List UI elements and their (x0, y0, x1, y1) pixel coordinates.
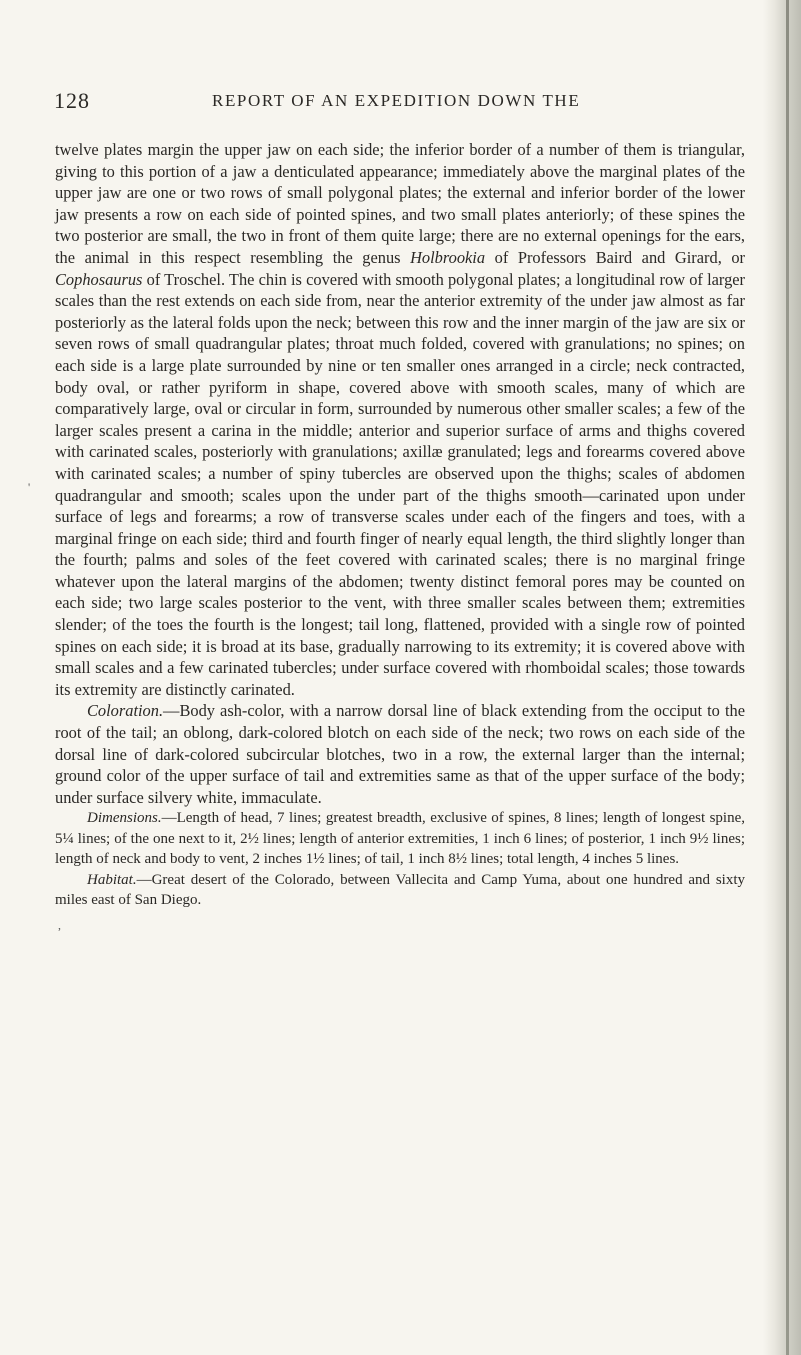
coloration-paragraph (55, 700, 745, 808)
habitat-heading: Habitat. (87, 871, 137, 888)
habitat-paragraph (55, 870, 745, 911)
running-head (54, 88, 754, 118)
genus-cophosaurus: Cophosaurus (55, 269, 143, 289)
margin-mark: , (58, 918, 61, 932)
description-text-part-1: twelve plates margin the upper jaw on each side; the inferior border of a number of them is triangular, giving to this portion of a jaw a denticulated appearance; immediately above the marginal plates of the upper jaw are one or two rows of small polygonal plates; the external and inferior border of the lower jaw presents a row on each side of pointed spines, and two small plates anteriorly; of these spines the two posterior are small, the two in front of them quite large; there are no external openings for the ears, the animal in this respect resembling the genus (55, 140, 745, 267)
running-title: REPORT OF AN EXPEDITION DOWN THE (212, 91, 581, 110)
binding-shadow-line (786, 0, 789, 1355)
dimensions-paragraph (55, 808, 745, 870)
dimensions-heading: Dimensions. (87, 810, 162, 827)
margin-mark: ' (28, 480, 31, 494)
page-number: 128 (54, 88, 90, 113)
description-paragraph (55, 139, 745, 700)
dimensions-text: —Length of head, 7 lines; greatest breadth, exclusive of spines, 8 lines; length of longest spine, 5¼ lines; of the one next to it, 2½ lines; length of anterior extremities, 1 inch 6 lines; of posterior, 1 inch 9½ lines; length of neck and body to vent, 2 inches 1½ lines; of tail, 1 inch 8½ lines; total length, 4 inches 5 lines. (55, 810, 745, 868)
habitat-text: —Great desert of the Colorado, between Vallecita and Camp Yuma, about one hundred and sixty miles east of San Diego. (55, 871, 745, 909)
coloration-text: —Body ash-color, with a narrow dorsal line of black extending from the occiput to the root of the tail; an oblong, dark-colored blotch on each side of the neck; two rows on each side of the dorsal line of dark-colored subcircular blotches, two in a row, the external larger than the internal; ground color of the upper surface of tail and extremities same as that of the upper surface of the body; under surface silvery white, immaculate. (55, 701, 745, 807)
description-text-part-2: of Professors Baird and Girard, or (485, 247, 746, 267)
page-binding-edge (763, 0, 801, 1355)
coloration-heading: Coloration. (87, 701, 164, 721)
description-text-part-3: of Troschel. The chin is covered with smooth polygonal plates; a longitudinal row of larger scales than the rest extends on each side from, near the anterior extremity of the under jaw almost as far posteriorly as the lateral folds upon the neck; between this row and the inner margin of the jaw are six or seven rows of small quadrangular plates; throat much folded, covered with granulations; no spines; on each side is a large plate surrounded by nine or ten smaller ones arranged in a circle; neck contracted, body oval, or rather pyriform in shape, covered above with smooth scales, many of which are comparatively large, oval or circular in form, surrounded by numerous other smaller scales; a few of the larger scales present a carina in the middle; anterior and superior surface of arms and thighs covered with carinated scales, posteriorly with granulations; axillæ granulated; legs and forearms covered above with carinated scales; a number of spiny tubercles are observed upon the thighs; scales of abdomen quadrangular and smooth; scales upon the under part of the thighs smooth—carinated upon under surface of legs and forearms; a row of transverse scales under each of the fingers and toes, with a marginal fringe on each side; third and fourth finger of nearly equal length, the third slightly longer than the fourth; palms and soles of the feet covered with carinated scales; there is no marginal fringe whatever upon the lateral margins of the abdomen; twenty distinct femoral pores may be counted on each side; two large scales posterior to the vent, with three smaller scales between them; extremities slender; of the toes the fourth is the longest; tail long, flattened, provided with a single row of pointed spines on each side; it is broad at its base, gradually narrowing to its extremity; it is covered above with small scales and a few carinated tubercles; under surface covered with rhomboidal scales; those towards its extremity are distinctly carinated. (55, 269, 745, 699)
genus-holbrookia: Holbrookia (410, 247, 486, 267)
body-text (55, 139, 745, 911)
